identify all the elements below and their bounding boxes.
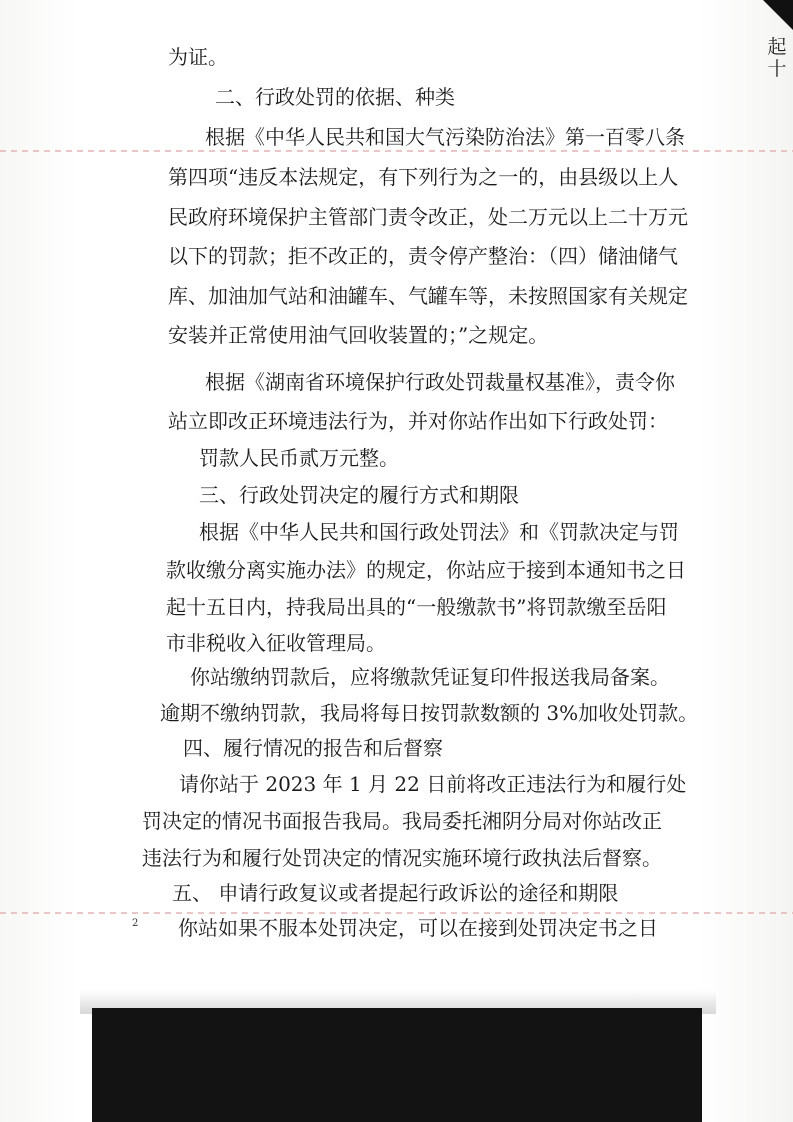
text-line: 根据《湖南省环境保护行政处罚裁量权基准》，责令你 xyxy=(205,370,675,394)
text-line: 库、加油加气站和油罐车、气罐车等，未按照国家有关规定 xyxy=(168,284,688,308)
text-line: 你站缴纳罚款后，应将缴款凭证复印件报送我局备案。 xyxy=(190,665,670,689)
text-line: 起十五日内，持我局出具的“一般缴款书”将罚款缴至岳阳 xyxy=(166,595,667,619)
fold-line xyxy=(0,150,793,152)
text-line: 市非税收入征收管理局。 xyxy=(166,631,386,655)
text-line: 你站如果不服本处罚决定，可以在接到处罚决定书之日 xyxy=(178,916,658,940)
section-heading: 三、行政处罚决定的履行方式和期限 xyxy=(199,483,519,507)
section-heading: 五、 申请行政复议或者提起行政诉讼的途径和期限 xyxy=(172,881,619,905)
text-line: 罚决定的情况书面报告我局。我局委托湘阴分局对你站改正 xyxy=(142,809,662,833)
scan-dark-area xyxy=(92,1008,702,1122)
text-line: 根据《中华人民共和国大气污染防治法》第一百零八条 xyxy=(205,125,685,149)
scan-corner xyxy=(763,0,793,30)
text-line: 以下的罚款；拒不改正的，责令停产整治：（四）储油储气 xyxy=(168,244,678,268)
text-line: 请你站于 2023 年 1 月 22 日前将改正违法行为和履行处 xyxy=(179,772,687,796)
fold-line xyxy=(0,912,793,914)
section-heading: 四、履行情况的报告和后督察 xyxy=(183,736,443,760)
page-number: 2 xyxy=(132,918,139,929)
text-line: 款收缴分离实施办法》的规定，你站应于接到本通知书之日 xyxy=(166,558,686,582)
edge-cut-text: 起十 xyxy=(767,36,787,80)
text-line: 安装并正常使用油气回收装置的；”之规定。 xyxy=(168,323,549,347)
section-heading: 二、行政处罚的依据、种类 xyxy=(215,85,455,109)
text-line: 罚款人民币贰万元整。 xyxy=(199,446,399,470)
text-line: 根据《中华人民共和国行政处罚法》和《罚款决定与罚 xyxy=(199,520,679,544)
text-line: 民政府环境保护主管部门责令改正，处二万元以上二十万元 xyxy=(168,205,688,229)
text-line: 违法行为和履行处罚决定的情况实施环境行政执法后督察。 xyxy=(142,846,662,870)
text-line: 站立即改正环境违法行为，并对你站作出如下行政处罚： xyxy=(168,409,668,433)
text-line: 逾期不缴纳罚款，我局将每日按罚款数额的 3%加收处罚款。 xyxy=(160,701,699,725)
text-line: 第四项“违反本法规定，有下列行为之一的，由县级以上人 xyxy=(168,165,679,189)
text-line: 为证。 xyxy=(168,45,228,69)
